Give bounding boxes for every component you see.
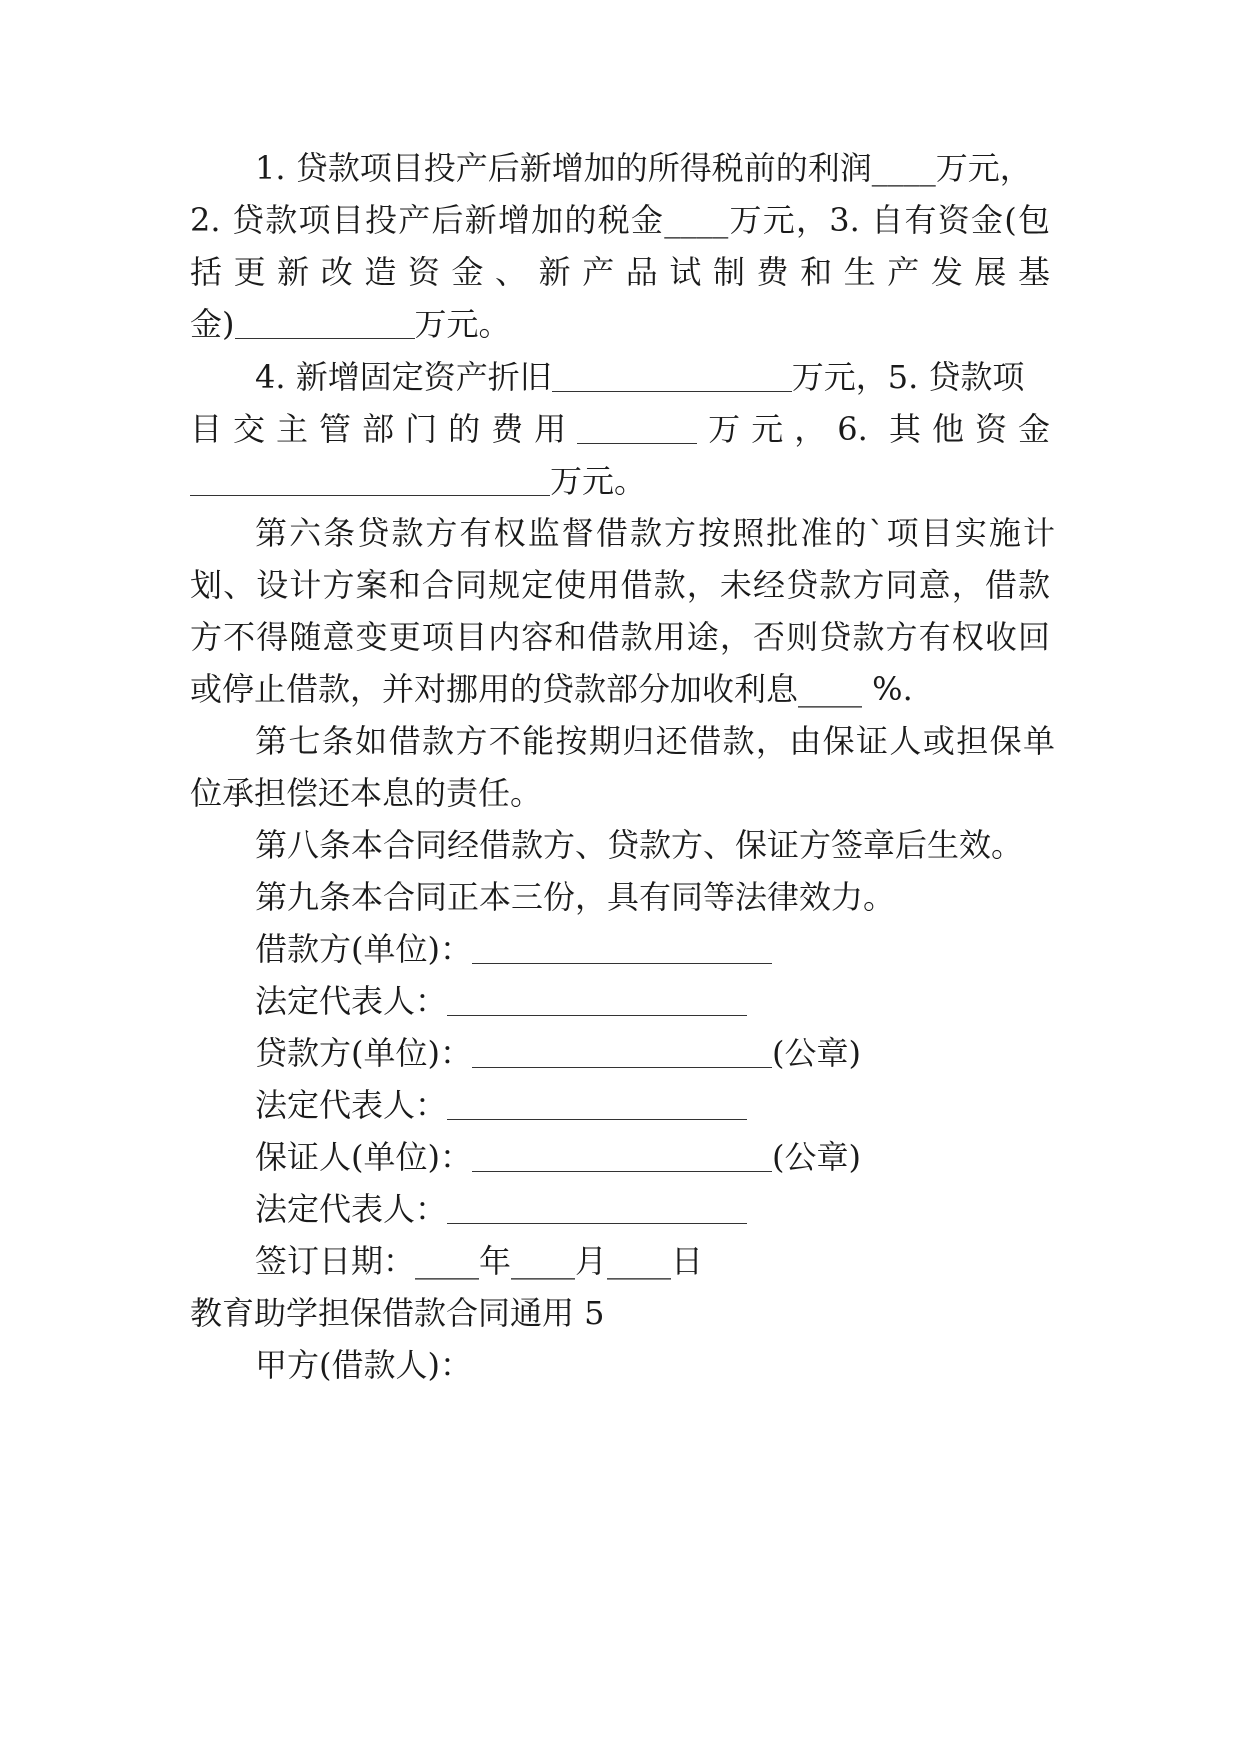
para6-line2: [190, 407, 1050, 451]
article9: 第九条本合同正本三份，具有同等法律效力。: [255, 878, 896, 916]
para6-line2-post: 万元，6. 其他资金: [697, 410, 1050, 448]
signature-blank: [447, 1089, 747, 1120]
sign-lender-rep: [255, 1083, 1055, 1127]
para6-line1-pre: 4. 新增固定资产折旧: [255, 358, 552, 396]
signature-blank: [447, 985, 747, 1016]
para5-line4-post: 万元。: [414, 305, 511, 343]
para6-line1-post: 万元，5. 贷款项: [791, 358, 1025, 396]
section-title: 教育助学担保借款合同通用 5: [190, 1294, 605, 1332]
sign-guarantor-seal: (公章): [771, 1138, 861, 1176]
sign-guarantor: [255, 1135, 1055, 1179]
article7-line2: 位承担偿还本息的责任。: [190, 774, 543, 812]
para6-line3-post: 万元。: [550, 462, 647, 500]
blank-line: [577, 413, 697, 444]
sign-lender: [255, 1031, 1055, 1075]
sign-borrower: [255, 927, 1055, 971]
blank-line: [235, 308, 415, 339]
para5-line4-pre: 金): [190, 305, 235, 343]
article7-line1: 第七条如借款方不能按期归还借款，由保证人或担保单: [255, 722, 1055, 760]
sign-borrower-rep: [255, 979, 1055, 1023]
signature-blank: [472, 1037, 772, 1068]
sign-guarantor-label: 保证人(单位)：: [255, 1138, 472, 1176]
sign-date: 签订日期：____年____月____日: [255, 1242, 704, 1280]
party-a-label: 甲方(借款人)：: [255, 1346, 472, 1384]
para6-line1: [255, 355, 1055, 399]
sign-guarantor-rep: [255, 1187, 1055, 1231]
signature-blank: [447, 1193, 747, 1224]
sign-guarantor-rep-label: 法定代表人：: [255, 1190, 448, 1228]
para5-line3: 括更新改造资金、新产品试制费和生产发展基: [190, 253, 1050, 291]
sign-lender-rep-label: 法定代表人：: [255, 1086, 448, 1124]
para5-line1: 1. 贷款项目投产后新增加的所得税前的利润____万元，: [255, 149, 1032, 187]
blank-line: [552, 361, 792, 392]
sign-borrower-rep-label: 法定代表人：: [255, 982, 448, 1020]
article6-line2: 划、设计方案和合同规定使用借款，未经贷款方同意，借款: [190, 566, 1050, 604]
article8: 第八条本合同经借款方、贷款方、保证方签章后生效。: [255, 826, 1024, 864]
sign-lender-label: 贷款方(单位)：: [255, 1034, 472, 1072]
signature-blank: [472, 933, 772, 964]
sign-borrower-label: 借款方(单位)：: [255, 930, 472, 968]
blank-line: [190, 465, 550, 496]
para6-line2-pre: 目交主管部门的费用: [190, 410, 578, 448]
article6-line4: 或停止借款，并对挪用的贷款部分加收利息____ %.: [190, 670, 913, 708]
para5-line2: 2. 贷款项目投产后新增加的税金____万元，3. 自有资金(包: [190, 201, 1050, 239]
signature-blank: [472, 1141, 772, 1172]
para6-line3: [190, 459, 1050, 503]
article6-line3: 方不得随意变更项目内容和借款用途，否则贷款方有权收回: [190, 618, 1050, 656]
article6-line1: 第六条贷款方有权监督借款方按照批准的`项目实施计: [255, 514, 1055, 552]
para5-line4: [190, 302, 1050, 346]
sign-lender-seal: (公章): [771, 1034, 861, 1072]
